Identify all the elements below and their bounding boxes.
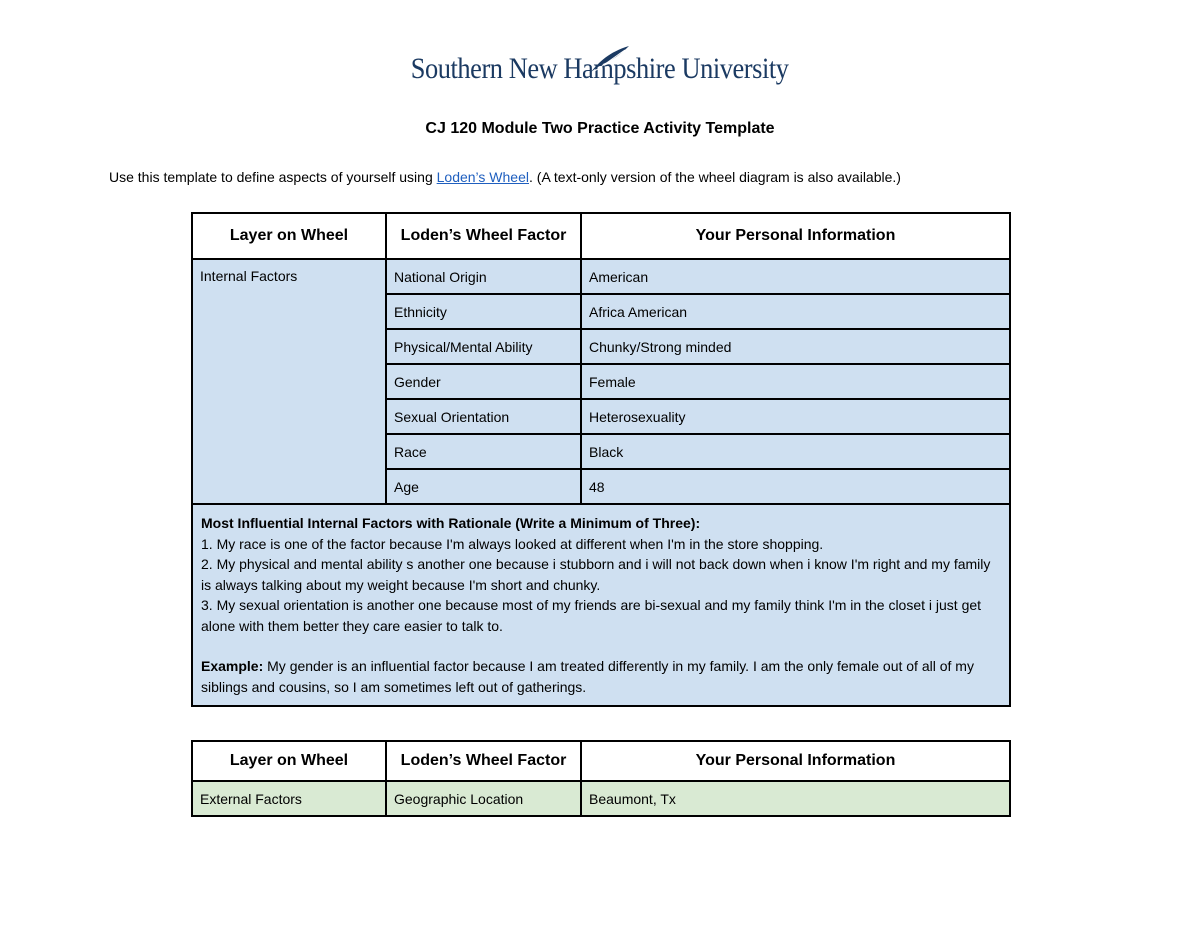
info-cell[interactable]: Heterosexuality <box>581 399 1010 434</box>
factor-cell: Age <box>386 469 581 504</box>
lodens-wheel-link[interactable]: Loden’s Wheel <box>436 169 529 185</box>
rationale-cell[interactable] <box>192 504 1010 706</box>
example-label: Example: <box>201 658 264 674</box>
university-logo <box>0 52 1200 86</box>
feather-icon <box>589 44 631 74</box>
rationale-item-3: 3. My sexual orientation is another one because most of my friends are bi-sexual and my family think I'm in the closet i just get alone with them better they care easier to talk to. <box>201 597 982 634</box>
factor-cell: National Origin <box>386 259 581 294</box>
info-cell[interactable]: Female <box>581 364 1010 399</box>
rationale-heading: Most Influential Internal Factors with Rationale (Write a Minimum of Three): <box>201 515 701 531</box>
external-factors-table <box>191 740 1011 817</box>
info-cell[interactable]: Africa American <box>581 294 1010 329</box>
info-cell[interactable]: American <box>581 259 1010 294</box>
rationale-example <box>201 656 1001 697</box>
layer-external: External Factors <box>192 781 386 816</box>
factor-cell: Ethnicity <box>386 294 581 329</box>
header-layer: Layer on Wheel <box>192 741 386 781</box>
logo-wordmark: Southern New Hampshire University <box>411 52 789 85</box>
layer-internal: Internal Factors <box>192 259 386 504</box>
internal-factors-table <box>191 212 1011 707</box>
page-title: CJ 120 Module Two Practice Activity Template <box>425 120 775 137</box>
info-cell[interactable]: 48 <box>581 469 1010 504</box>
header-factor: Loden’s Wheel Factor <box>386 213 581 259</box>
rationale-item-2: 2. My physical and mental ability s another one because i stubborn and i will not back down when i know I'm right and my family is always talking about my weight because I'm short and chunky. <box>201 556 991 593</box>
rationale-row <box>192 504 1010 706</box>
intro-text <box>109 169 901 185</box>
factor-cell: Gender <box>386 364 581 399</box>
table-header-row <box>192 213 1010 259</box>
factor-cell: Race <box>386 434 581 469</box>
table-row <box>192 781 1010 816</box>
factor-cell: Geographic Location <box>386 781 581 816</box>
header-layer: Layer on Wheel <box>192 213 386 259</box>
table-header-row <box>192 741 1010 781</box>
intro-before-link: Use this template to define aspects of yourself using <box>109 169 437 185</box>
header-info: Your Personal Information <box>581 213 1010 259</box>
table-row <box>192 259 1010 294</box>
example-text: My gender is an influential factor because I am treated differently in my family. I am the only female out of all of my siblings and cousins, so I am sometimes left out of gatherings. <box>201 658 974 695</box>
intro-after-link: . (A text-only version of the wheel diagram is also available.) <box>529 169 901 185</box>
info-cell[interactable]: Beaumont, Tx <box>581 781 1010 816</box>
factor-cell: Sexual Orientation <box>386 399 581 434</box>
factor-cell: Physical/Mental Ability <box>386 329 581 364</box>
header-factor: Loden’s Wheel Factor <box>386 741 581 781</box>
info-cell[interactable]: Black <box>581 434 1010 469</box>
header-info: Your Personal Information <box>581 741 1010 781</box>
info-cell[interactable]: Chunky/Strong minded <box>581 329 1010 364</box>
rationale-item-1: 1. My race is one of the factor because I'm always looked at different when I'm in the store shopping. <box>201 535 824 552</box>
